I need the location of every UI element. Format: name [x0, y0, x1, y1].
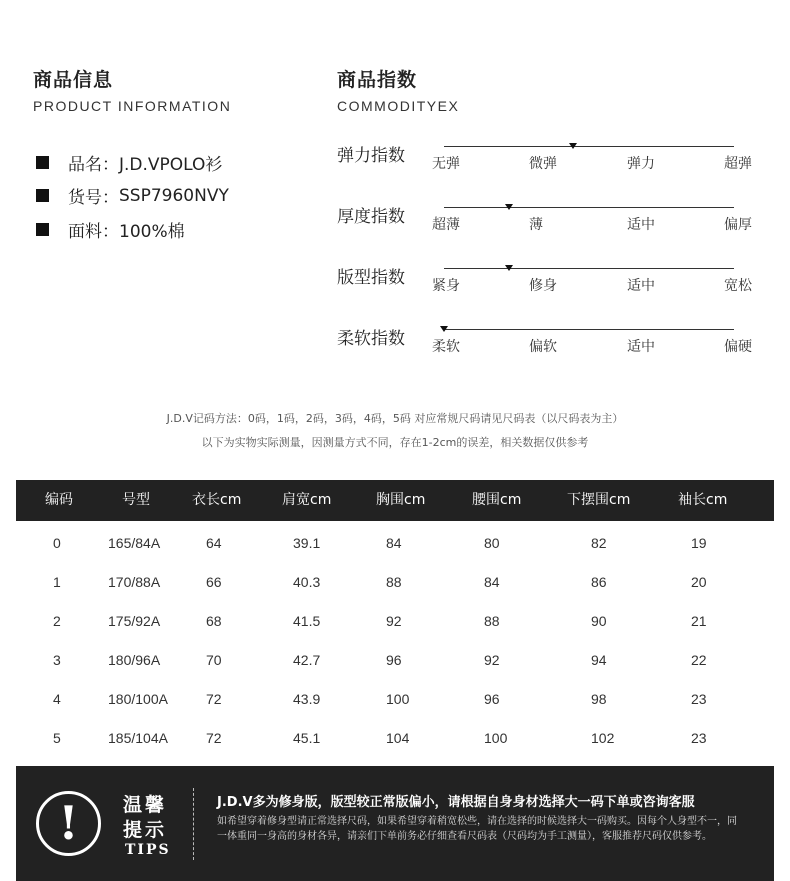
- exclamation-circle-icon: [36, 791, 101, 856]
- table-cell: 90: [591, 613, 607, 629]
- index-option: 薄: [529, 217, 543, 233]
- table-cell: 19: [691, 535, 707, 551]
- table-cell: 23: [691, 730, 707, 746]
- square-bullet-icon: [36, 223, 49, 236]
- index-label: 版型指数: [337, 268, 405, 288]
- table-cell: 20: [691, 574, 707, 590]
- size-note-line1: J.D.V记码方法：0码，1码，2码，3码，4码，5码 对应常规尺码请见尺码表（以尺码表为主）: [166, 412, 624, 425]
- table-header-cell: 肩宽cm: [282, 492, 332, 508]
- table-cell: 72: [206, 691, 222, 707]
- index-label: 柔软指数: [337, 329, 405, 349]
- info-value: 100%棉: [119, 222, 185, 242]
- table-cell: 21: [691, 613, 707, 629]
- table-cell: 104: [386, 730, 410, 746]
- product-index-title: 商品指数: [337, 69, 418, 91]
- table-header-cell: 衣长cm: [192, 492, 242, 508]
- table-cell: 165/84A: [108, 535, 161, 551]
- index-option: 偏软: [529, 339, 557, 355]
- table-cell: 88: [386, 574, 402, 590]
- table-cell: 170/88A: [108, 574, 161, 590]
- table-cell: 39.1: [293, 535, 321, 551]
- square-bullet-icon: [36, 156, 49, 169]
- table-cell: 80: [484, 535, 500, 551]
- index-label: 弹力指数: [337, 146, 405, 166]
- table-cell: 70: [206, 652, 222, 668]
- table-cell: 42.7: [293, 652, 321, 668]
- table-cell: 82: [591, 535, 607, 551]
- table-cell: 22: [691, 652, 707, 668]
- index-option: 修身: [529, 278, 557, 294]
- product-info-item-name: [36, 150, 222, 175]
- table-cell: 100: [386, 691, 410, 707]
- tips-body: 如希望穿着修身型请正常选择尺码，如果希望穿着稍宽松些，请在选择的时候选择大一码购买。因每个人身型不一，同一体重同一身高的身材各异，请亲们下单前务必仔细查看尺码表（尺码均为手工测量），客服推荐尺码仅供参考。: [217, 816, 737, 842]
- table-cell: 43.9: [293, 691, 321, 707]
- product-info-subtitle: PRODUCT INFORMATION: [33, 98, 232, 114]
- index-label: 厚度指数: [337, 207, 405, 227]
- tips-headline: J.D.V多为修身版，版型较正常版偏小，请根据自身身材选择大一码下单或咨询客服: [217, 795, 695, 810]
- index-marker-icon: [505, 265, 513, 271]
- index-option: 适中: [627, 217, 655, 233]
- index-option: 紧身: [432, 278, 460, 294]
- table-cell: 84: [484, 574, 500, 590]
- table-cell: 94: [591, 652, 607, 668]
- index-option: 偏厚: [724, 217, 752, 233]
- table-cell: 2: [53, 613, 61, 629]
- table-cell: 92: [386, 613, 402, 629]
- exclamation-mark-icon: !: [58, 796, 79, 850]
- product-info-item-fabric: [36, 217, 185, 242]
- index-scale-line: [444, 268, 734, 269]
- table-cell: 64: [206, 535, 222, 551]
- index-option: 偏硬: [724, 339, 752, 355]
- table-cell: 3: [53, 652, 61, 668]
- tips-title-en: TIPS: [125, 842, 171, 858]
- table-header-cell: 号型: [122, 492, 150, 508]
- table-cell: 4: [53, 691, 61, 707]
- size-note-line2: 以下为实物实际测量，因测量方式不同，存在1-2cm的误差，相关数据仅供参考: [201, 436, 589, 449]
- tips-divider: [193, 788, 194, 860]
- index-marker-icon: [569, 143, 577, 149]
- tips-title-line2: 提示: [123, 819, 168, 841]
- info-value: J.D.VPOLO衫: [119, 155, 223, 175]
- info-label: 面料：: [68, 222, 119, 242]
- tips-title-line1: 温馨: [123, 794, 168, 816]
- table-cell: 96: [484, 691, 500, 707]
- table-cell: 88: [484, 613, 500, 629]
- index-scale-line: [444, 207, 734, 208]
- table-cell: 1: [53, 574, 61, 590]
- index-scale-line: [444, 146, 734, 147]
- table-cell: 102: [591, 730, 615, 746]
- index-option: 适中: [627, 278, 655, 294]
- table-cell: 175/92A: [108, 613, 161, 629]
- table-cell: 96: [386, 652, 402, 668]
- index-option: 柔软: [432, 339, 460, 355]
- tips-panel: [16, 766, 774, 881]
- table-cell: 0: [53, 535, 61, 551]
- table-cell: 100: [484, 730, 508, 746]
- product-index-subtitle: COMMODITYEX: [337, 98, 460, 114]
- index-option: 宽松: [724, 278, 752, 294]
- table-cell: 41.5: [293, 613, 321, 629]
- table-header-cell: 袖长cm: [678, 492, 728, 508]
- product-info-item-sku: [36, 183, 229, 208]
- table-cell: 185/104A: [108, 730, 168, 746]
- table-cell: 66: [206, 574, 222, 590]
- info-label: 货号：: [68, 188, 119, 208]
- index-option: 无弹: [432, 156, 460, 172]
- table-cell: 86: [591, 574, 607, 590]
- table-header-cell: 编码: [45, 492, 73, 508]
- index-marker-icon: [505, 204, 513, 210]
- table-cell: 5: [53, 730, 61, 746]
- table-header-cell: 胸围cm: [376, 492, 426, 508]
- index-marker-icon: [440, 326, 448, 332]
- table-cell: 68: [206, 613, 222, 629]
- table-cell: 84: [386, 535, 402, 551]
- index-scale-line: [444, 329, 734, 330]
- index-option: 微弹: [529, 156, 557, 172]
- table-cell: 40.3: [293, 574, 321, 590]
- table-header-cell: 下摆围cm: [567, 492, 631, 508]
- table-cell: 180/100A: [108, 691, 168, 707]
- table-cell: 23: [691, 691, 707, 707]
- table-cell: 92: [484, 652, 500, 668]
- square-bullet-icon: [36, 189, 49, 202]
- table-cell: 98: [591, 691, 607, 707]
- table-cell: 180/96A: [108, 652, 161, 668]
- index-option: 适中: [627, 339, 655, 355]
- table-cell: 72: [206, 730, 222, 746]
- table-cell: 45.1: [293, 730, 321, 746]
- table-header-cell: 腰围cm: [472, 492, 522, 508]
- info-value: SSP7960NVY: [119, 185, 229, 206]
- info-label: 品名：: [68, 155, 119, 175]
- product-info-title: 商品信息: [33, 69, 114, 91]
- index-option: 弹力: [627, 156, 655, 172]
- index-option: 超薄: [432, 217, 460, 233]
- size-table-header: [16, 480, 774, 521]
- index-option: 超弹: [724, 156, 752, 172]
